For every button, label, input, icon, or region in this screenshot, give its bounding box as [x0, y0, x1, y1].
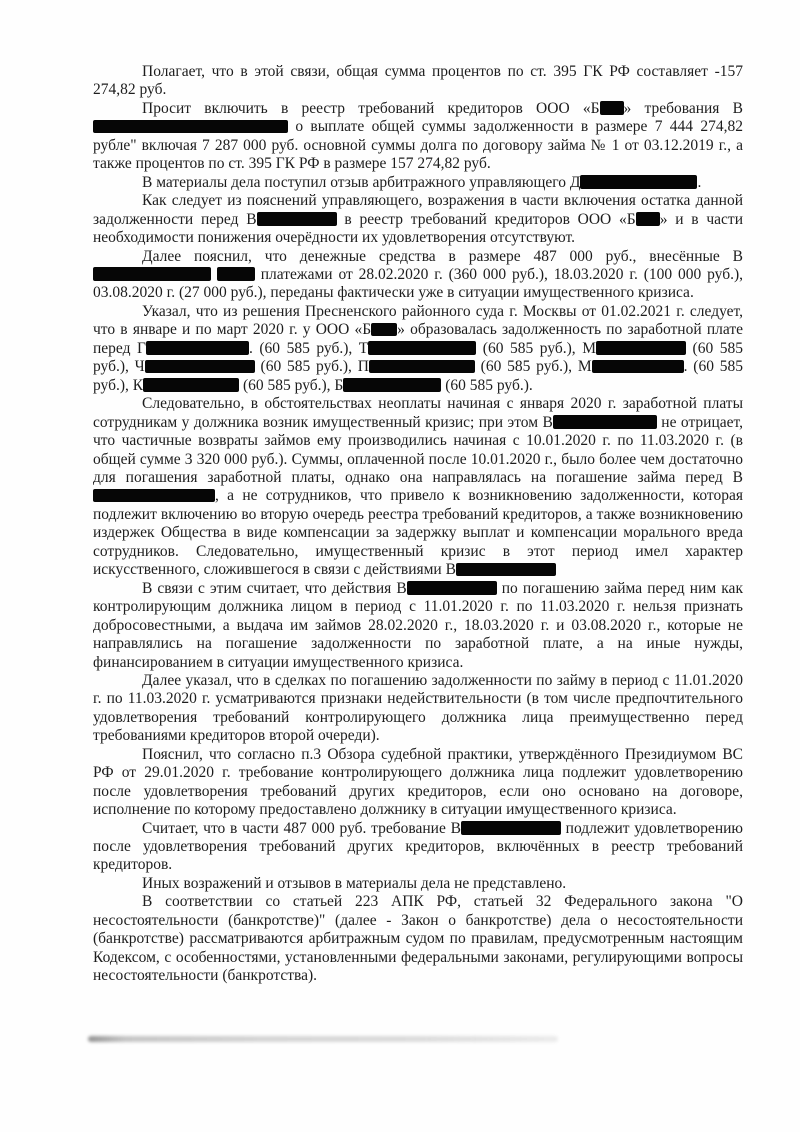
text-run: (60 585 руб.), Ч — [93, 339, 743, 376]
paragraph — [93, 580, 743, 672]
text-run: (60 585 руб.), П — [254, 358, 369, 376]
paragraph — [93, 174, 743, 192]
text-run: платежами от 28.02.2020 г. (360 000 руб.), 18.03.2020 г. (100 000 руб.), 03.08.2020 г. (27 000 руб.), переданы фактически уже в ситуации имущественного кризиса. — [93, 265, 744, 302]
text-run — [211, 266, 217, 283]
redaction-bar — [636, 212, 660, 226]
redaction-bar — [343, 378, 441, 392]
text-run: подлежит удовлетворению после удовлетворения требований других кредиторов, включённых в реестр требований кредиторов. — [93, 819, 743, 874]
redaction-bar — [368, 341, 476, 355]
paragraph — [93, 893, 743, 985]
paragraph — [93, 875, 743, 893]
redaction-bar — [461, 821, 561, 835]
redaction-bar — [553, 415, 657, 429]
redaction-bar — [145, 360, 255, 374]
redaction-bar — [596, 341, 686, 355]
paragraph — [93, 100, 743, 174]
text-run: . (60 585 руб.), К — [93, 358, 743, 394]
text-run: Просит включить в реестр требований кредиторов ООО «Б — [142, 99, 600, 117]
redaction-bar — [93, 267, 211, 281]
paragraph — [93, 192, 743, 247]
redaction-bar — [93, 489, 215, 503]
text-run: Далее указал, что в сделках по погашению задолженности по займу в период с 11.01.2020 г. по 11.03.2020 г. усматриваются признаки недействительности (в том числе предпочтительного удовлетворения требований контролирующего должника лица преимущественно перед требованиями кредиторов второй очереди). — [93, 671, 743, 745]
redaction-bar — [600, 101, 624, 115]
redaction-bar — [369, 360, 475, 374]
text-run: , а не сотрудников, что привело к возникновению задолженности, которая подлежит включению во вторую очередь реестра требований кредиторов, а также возникновению издержек Общества в виде компенсации за задержку выплат и компенсации морального вреда сотрудников. Следовательно, имущественный кризис в этот период имел характер искусственного, сложившегося в связи с действиями В — [93, 487, 743, 579]
text-run: (60 585 руб.), М — [476, 339, 596, 357]
text-run: (60 585 руб.), М — [474, 358, 592, 376]
text-run: » образовалась задолженность по заработной плате перед Г — [93, 321, 743, 357]
text-run: Полагает, что в этой связи, общая сумма процентов по ст. 395 ГК РФ составляет -157 274,82 руб. — [93, 63, 743, 99]
redaction-bar — [456, 563, 556, 577]
paragraph — [93, 746, 743, 820]
redaction-bar — [93, 120, 288, 134]
text-run: . — [697, 173, 702, 191]
text-run: в реестр требований кредиторов ООО «Б — [336, 210, 636, 228]
scan-smudge-artifact — [88, 1036, 558, 1042]
redaction-bar — [580, 175, 697, 189]
redaction-bar — [371, 323, 397, 337]
document-body — [93, 63, 743, 986]
text-run: Указал, что из решения Пресненского районного суда г. Москвы от 01.02.2021 г. следует, что в январе и по март 2020 г. у ООО «Б — [93, 302, 743, 339]
paragraph — [93, 63, 743, 100]
redaction-bar — [146, 341, 249, 355]
redaction-bar — [257, 212, 337, 226]
text-run: Иных возражений и отзывов в материалы дела не представлено. — [142, 874, 567, 892]
text-run: В соответствии со статьей 223 АПК РФ, статьей 32 Федерального закона "О несостоятельности (банкротстве)" (далее - Закон о банкротстве) дела о несостоятельности (банкротстве) рассматриваются арбитражным судом по правилам, предусмотренным настоящим Кодексом, с особенностями, установленными федеральными законами, регулирующими вопросы несостоятельности (банкротства). — [93, 893, 743, 985]
text-run: по погашению займа перед ним как контролирующим должника лицом в период с 11.01.2020 г. по 11.03.2020 г. нельзя признать добросовестными, а выдача им займов 28.02.2020 г., 18.03.2020 г. и 03.08.2020 г., которые не направлялись на погашение задолженности по заработной плате, а на иные нужды, финансированием в ситуации имущественного кризиса. — [93, 579, 743, 671]
text-run: Как следует из пояснений управляющего, возражения в части включения остатка данной задолженности перед В — [93, 192, 743, 228]
text-run: (60 585 руб.), Б — [239, 376, 344, 394]
text-run: (60 585 руб.). — [441, 376, 533, 394]
redaction-bar — [592, 360, 684, 374]
text-run: Пояснил, что согласно п.3 Обзора судебной практики, утверждённого Президиумом ВС РФ от 29.01.2020 г. требование контролирующего должника лица подлежит удовлетворению после удовлетворения требований других кредиторов, если оно основано на договоре, исполнение по которому предоставлено должнику в ситуации имущественного кризиса. — [93, 745, 743, 819]
text-run: не отрицает, что частичные возвраты займов ему производились начиная с 10.01.2020 г. по 11.03.2020 г. (в общей сумме 3 320 000 руб.). Суммы, оплаченной после 10.01.2020 г., было более чем достаточно для погашения заработной платы, однако она направлялась на погашение займа перед В — [93, 413, 743, 486]
paragraph — [93, 303, 743, 395]
redaction-bar — [217, 267, 255, 281]
text-run: В материалы дела поступил отзыв арбитражного управляющего Д — [142, 173, 581, 191]
text-run: Считает, что в части 487 000 руб. требование В — [142, 819, 461, 837]
text-run: Далее пояснил, что денежные средства в размере 487 000 руб., внесённые В — [142, 247, 743, 265]
paragraph — [93, 395, 743, 580]
text-run: Следовательно, в обстоятельствах неоплаты начиная с января 2020 г. заработной платы сотрудникам у должника возник имущественный кризис; при этом В — [93, 395, 743, 431]
text-run: » и в части необходимости понижения очерёдности их удовлетворения отсутствуют. — [93, 210, 743, 247]
text-run: о выплате общей суммы задолженности в размере 7 444 274,82 рубле" включая 7 287 000 руб. основной суммы долга по договору займа № 1 от 03.12.2019 г., а также процентов по ст. 395 ГК РФ в размере 157 274,82 руб. — [93, 118, 743, 173]
paragraph — [93, 820, 743, 875]
text-run: » требования В — [623, 99, 743, 117]
paragraph — [93, 672, 743, 746]
paragraph — [93, 248, 743, 303]
text-run: В связи с этим считает, что действия В — [142, 579, 407, 597]
redaction-bar — [143, 378, 239, 392]
text-run: . (60 585 руб.), Т — [248, 339, 369, 357]
redaction-bar — [407, 581, 497, 595]
